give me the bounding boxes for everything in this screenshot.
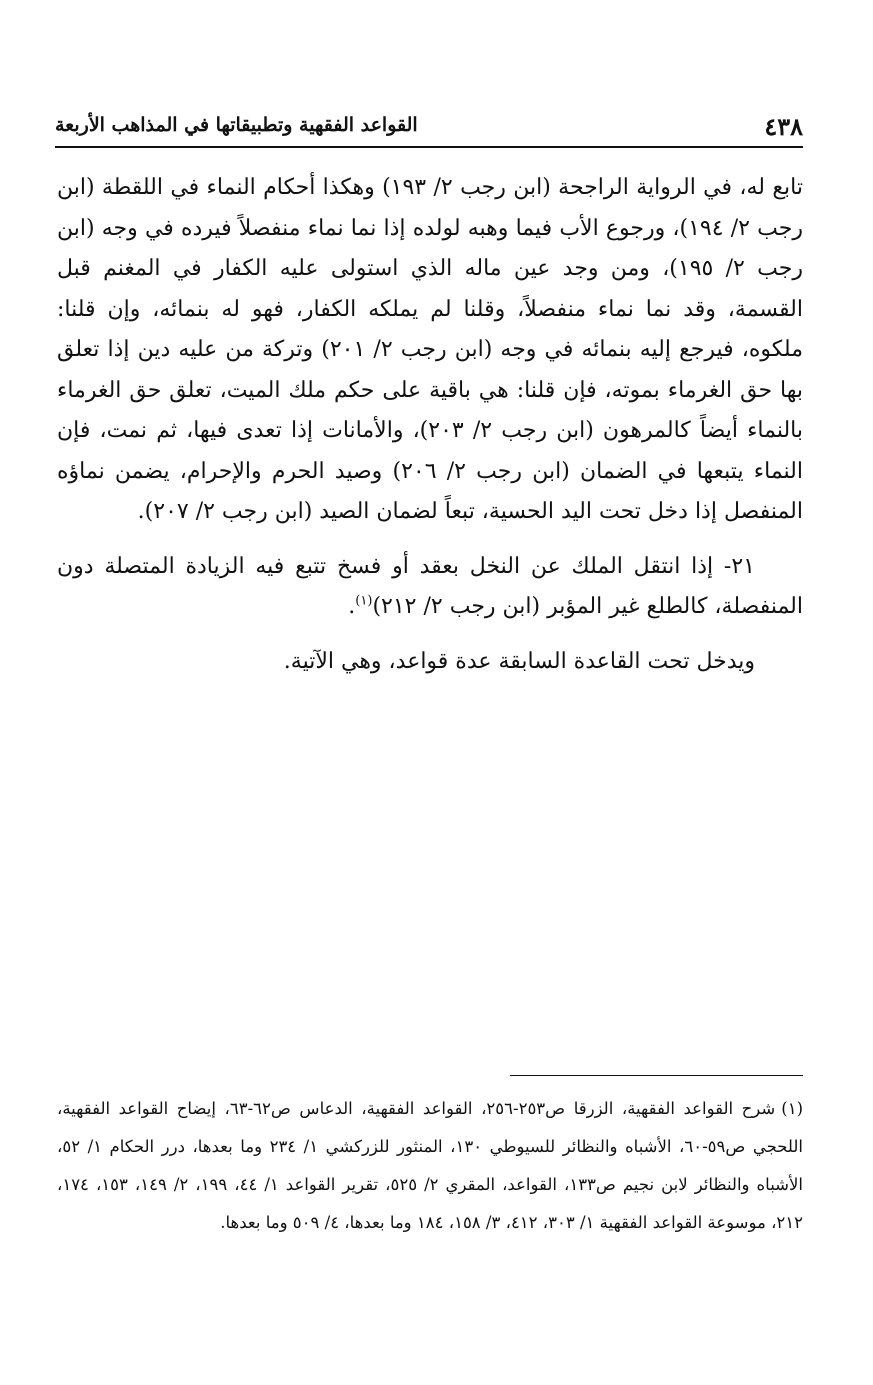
footnote-reference[interactable]: (١) (355, 593, 373, 609)
paragraph-intro: ويدخل تحت القاعدة السابقة عدة قواعد، وهي الآتية. (283, 648, 755, 674)
footnote-separator (510, 1075, 803, 1076)
paragraph-main: تابع له، في الرواية الراجحة (ابن رجب ٢/ ١٩٣) وهكذا أحكام النماء في اللقطة (ابن رجب ٢/ ١٩٤)، ورجوع الأب فيما وهبه لولده إذا نما نماء منفصلاً فيرده في وجه (ابن رجب ٢/ ١٩٥)، ومن وجد عين ماله الذي استولى عليه الكفار في المغنم قبل القسمة، وقد نما نماء منفصلاً، وقلنا لم يملكه الكفار، فهو له بنمائه، وإن قلنا: ملكوه، فيرجع إليه بنمائه في وجه (ابن رجب ٢/ ٢٠١) وتركة من عليه دين إذا تعلق بها حق الغرماء بموته، فإن قلنا: هي باقية على حكم ملك الميت، تعلق حق الغرماء بالنماء أيضاً كالمرهون (ابن رجب ٢/ ٢٠٣)، والأمانات إذا تعدى فيها، ثم نمت، فإن النماء يتبعها في الضمان (ابن رجب ٢/ ٢٠٦) وصيد الحرم والإحرام، يضمن نماؤه المنفصل إذا دخل تحت اليد الحسية، تبعاً لضمان الصيد (ابن رجب ٢/ ٢٠٧). (57, 175, 804, 524)
main-text (57, 168, 803, 682)
paragraph-rule-21-text: ٢١- إذا انتقل الملك عن النخل بعقد أو فسخ تتبع فيه الزيادة المتصلة دون المنفصلة، كالطلع غير المؤبر (ابن رجب ٢/ ٢١٢) (57, 553, 803, 619)
footnotes (57, 1090, 803, 1242)
running-title: القواعد الفقهية وتطبيقاتها في المذاهب الأربعة (55, 114, 418, 136)
paragraph-rule-21 (57, 547, 803, 628)
footnote-1 (57, 1090, 803, 1242)
page-header (55, 108, 803, 144)
header-rule (55, 146, 803, 148)
footnote-marker: (١) (781, 1099, 803, 1118)
footnote-text: شرح القواعد الفقهية، الزرقا ص٢٥٣-٢٥٦، القواعد الفقهية، الدعاس ص٦٢-٦٣، إيضاح القواعد الفقهية، اللحجي ص٥٩-٦٠، الأشباه والنظائر للسيوطي ١٣٠، المنثور للزركشي ١/ ٢٣٤ وما بعدها، درر الحكام ١/ ٥٢، الأشباه والنظائر لابن نجيم ص١٣٣، القواعد، المقري ٢/ ٥٢٥، تقرير القواعد ١/ ٤٤، ١٩٩، ٢/ ١٤٩، ١٥٣، ١٧٤، ٢١٢، موسوعة القواعد الفقهية ١/ ٣٠٣، ٤١٢، ٣/ ١٥٨، ١٨٤ وما بعدها، ٤/ ٥٠٩ وما بعدها. (57, 1099, 803, 1232)
paragraph-rule-21-end: . (348, 594, 356, 619)
page-number: ٤٣٨ (764, 112, 803, 141)
